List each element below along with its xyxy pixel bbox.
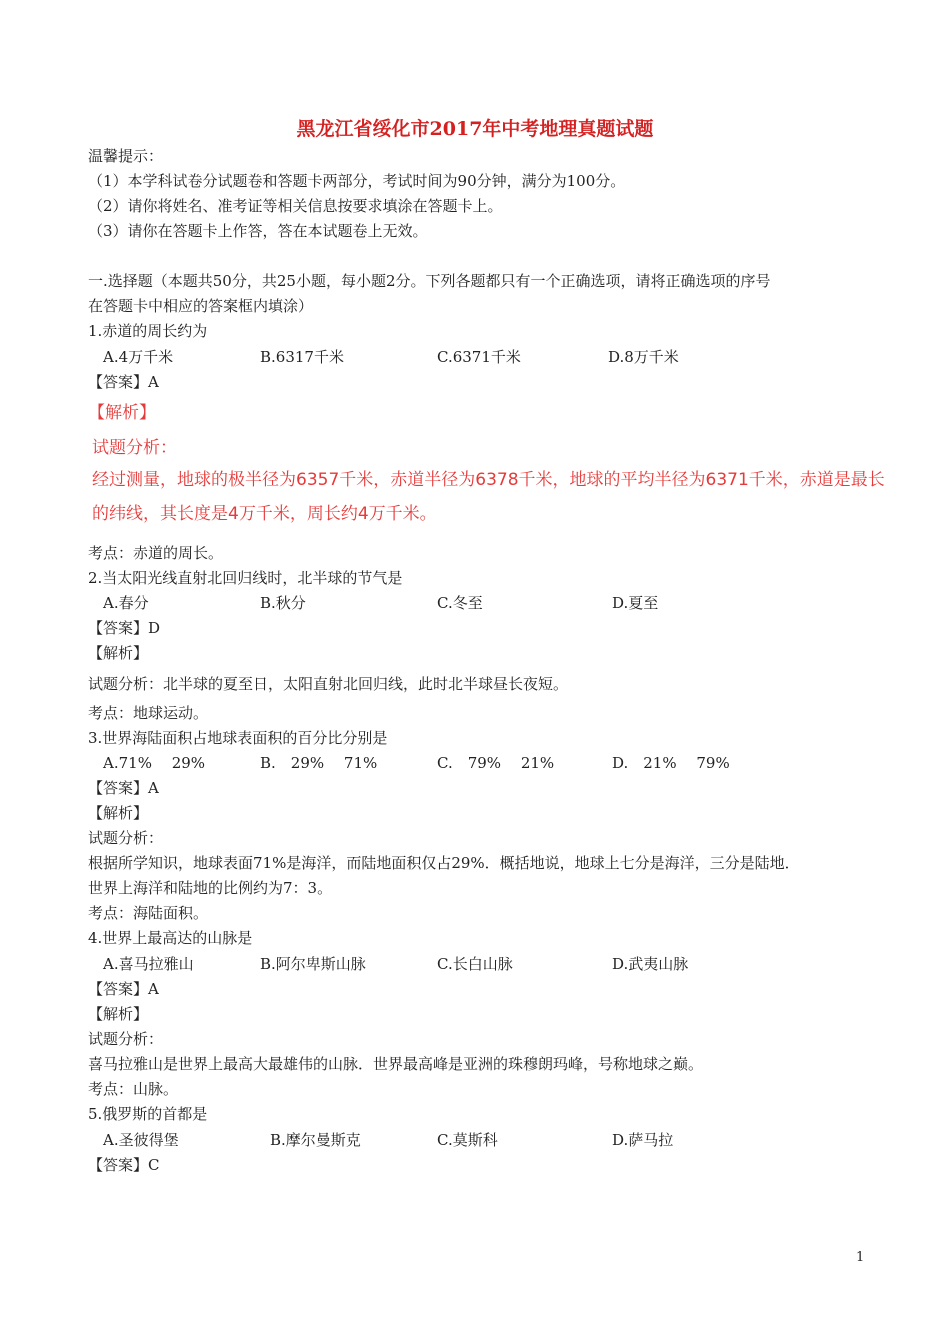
page-number: 1: [856, 1250, 865, 1265]
jiexi-label: 【解析】: [88, 403, 156, 423]
question-stem: 5.俄罗斯的首都是: [88, 1105, 208, 1123]
option-b: B. 29% 71%: [260, 754, 378, 772]
kaodian: 考点：山脉。: [88, 1080, 179, 1098]
question-stem: 3.世界海陆面积占地球表面积的百分比分别是: [88, 729, 388, 747]
jiexi-label: 【解析】: [88, 804, 149, 822]
option-b: B.阿尔卑斯山脉: [260, 955, 366, 973]
page-title: 黑龙江省绥化市2017年中考地理真题试题: [296, 118, 654, 140]
answer: 【答案】C: [88, 1156, 160, 1174]
analysis-label: 试题分析：: [88, 1030, 164, 1048]
option-d: D.夏至: [612, 594, 659, 612]
jiexi-label: 【解析】: [88, 1005, 149, 1023]
answer: 【答案】D: [88, 619, 161, 637]
option-b: B.秋分: [260, 594, 306, 612]
kaodian: 考点：地球运动。: [88, 704, 209, 722]
option-c: C.莫斯科: [437, 1131, 498, 1149]
option-c: C.长白山脉: [437, 955, 513, 973]
analysis-label: 试题分析：: [88, 829, 164, 847]
option-c: C.6371千米: [437, 348, 521, 366]
option-a: A.71% 29%: [103, 754, 206, 772]
option-d: D.武夷山脉: [612, 955, 689, 973]
option-a: A.4万千米: [103, 348, 174, 366]
analysis-text: 喜马拉雅山是世界上最高大最雄伟的山脉．世界最高峰是亚洲的珠穆朗玛峰，号称地球之巅。: [88, 1055, 704, 1073]
analysis-text: 根据所学知识，地球表面71%是海洋，而陆地面积仅占29%．概括地说，地球上七分是海洋，三分是陆地．: [88, 854, 800, 872]
section-heading-cont: 在答题卡中相应的答案框内填涂）: [88, 297, 314, 315]
kaodian: 考点：赤道的周长。: [88, 544, 224, 562]
option-b: B.6317千米: [260, 348, 344, 366]
option-c: C. 79% 21%: [437, 754, 555, 772]
option-d: D. 21% 79%: [612, 754, 730, 772]
option-a: A.圣彼得堡: [103, 1131, 179, 1149]
option-c: C.冬至: [437, 594, 483, 612]
question-stem: 1.赤道的周长约为: [88, 322, 208, 340]
question-stem: 4.世界上最高达的山脉是: [88, 929, 253, 947]
option-b: B.摩尔曼斯克: [270, 1131, 361, 1149]
option-d: D.8万千米: [608, 348, 679, 366]
section-heading: 一.选择题（本题共50分，共25小题，每小题2分。下列各题都只有一个正确选项，请将正确选项的序号: [88, 272, 771, 290]
tip-item: （2）请你将姓名、准考证等相关信息按要求填涂在答题卡上。: [88, 197, 503, 215]
option-d: D.萨马拉: [612, 1131, 674, 1149]
kaodian: 考点：海陆面积。: [88, 904, 209, 922]
analysis-text: 世界上海洋和陆地的比例约为7：3。: [88, 879, 333, 897]
analysis-text: 试题分析：北半球的夏至日，太阳直射北回归线，此时北半球昼长夜短。: [88, 675, 569, 693]
tip-item: （3）请你在答题卡上作答，答在本试题卷上无效。: [88, 222, 428, 240]
jiexi-label: 【解析】: [88, 644, 149, 662]
tip-item: （1）本学科试卷分试题卷和答题卡两部分，考试时间为90分钟，满分为100分。: [88, 172, 626, 190]
analysis-text: 经过测量，地球的极半径为6357千米，赤道半径为6378千米，地球的平均半径为6371千米，赤道是最长: [92, 470, 885, 490]
analysis-text: 的纬线，其长度是4万千米，周长约4万千米。: [92, 504, 437, 524]
option-a: A.喜马拉雅山: [103, 955, 194, 973]
answer: 【答案】A: [88, 373, 159, 391]
answer: 【答案】A: [88, 779, 159, 797]
analysis-label: 试题分析：: [92, 438, 177, 458]
tips-heading: 温馨提示：: [88, 147, 164, 165]
answer: 【答案】A: [88, 980, 159, 998]
option-a: A.春分: [103, 594, 149, 612]
question-stem: 2.当太阳光线直射北回归线时，北半球的节气是: [88, 569, 403, 587]
